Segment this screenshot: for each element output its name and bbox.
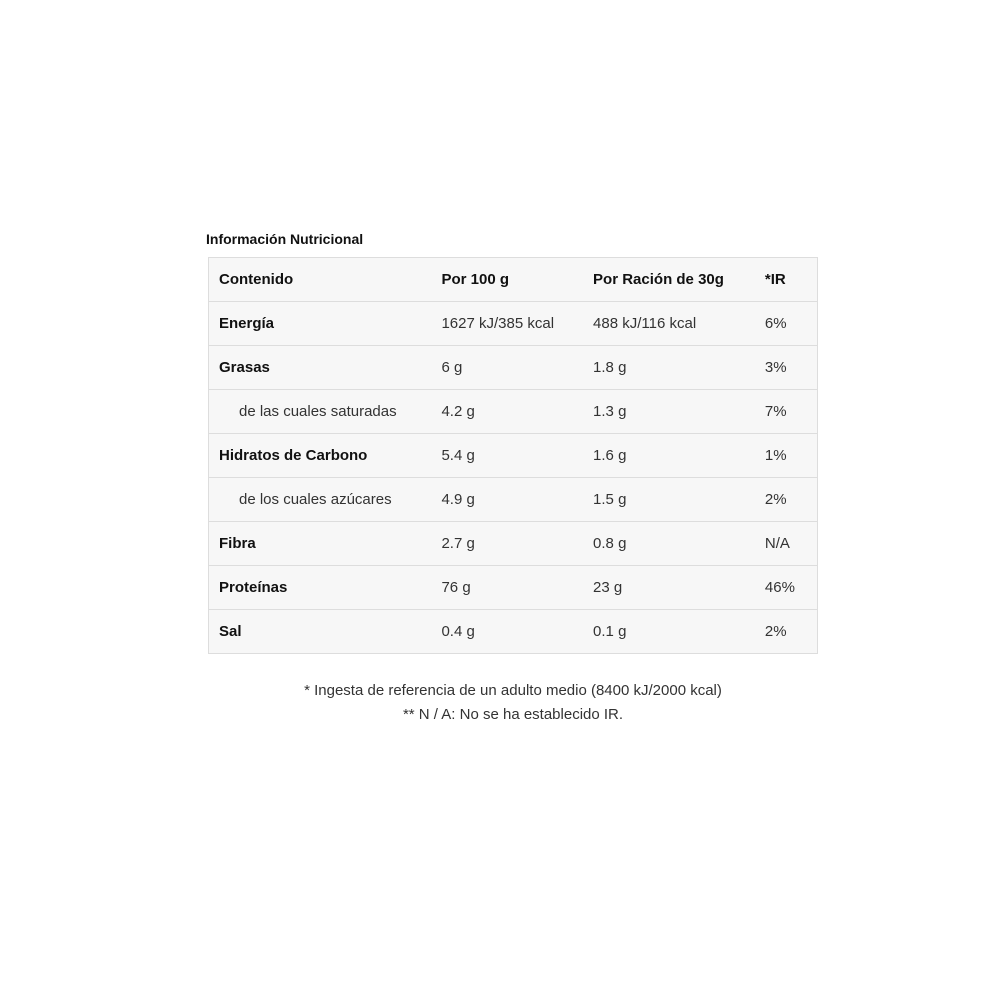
table-row xyxy=(209,478,818,522)
row-per-serving: 1.8 g xyxy=(583,346,755,390)
row-per-serving: 1.3 g xyxy=(583,390,755,434)
table-row xyxy=(209,566,818,610)
row-name: Proteínas xyxy=(209,566,432,610)
nutrition-title: Información Nutricional xyxy=(206,231,364,247)
footnotes xyxy=(208,679,818,727)
table-row xyxy=(209,390,818,434)
row-per-serving: 1.5 g xyxy=(583,478,755,522)
row-per-serving: 0.8 g xyxy=(583,522,755,566)
row-ir: 2% xyxy=(755,478,818,522)
row-ir: N/A xyxy=(755,522,818,566)
row-per-serving: 23 g xyxy=(583,566,755,610)
row-per-100g: 76 g xyxy=(431,566,583,610)
table-row xyxy=(209,610,818,654)
header-per-100g: Por 100 g xyxy=(431,258,583,302)
row-per-100g: 2.7 g xyxy=(431,522,583,566)
row-name: Grasas xyxy=(209,346,432,390)
row-name: Fibra xyxy=(209,522,432,566)
footnote-ir-reference: * Ingesta de referencia de un adulto medio (8400 kJ/2000 kcal) xyxy=(304,682,722,699)
table-row xyxy=(209,434,818,478)
table-row xyxy=(209,346,818,390)
table-row xyxy=(209,522,818,566)
header-ir: *IR xyxy=(755,258,818,302)
table-row xyxy=(209,302,818,346)
row-per-100g: 5.4 g xyxy=(431,434,583,478)
table-body xyxy=(209,302,818,654)
row-ir: 6% xyxy=(755,302,818,346)
row-ir: 46% xyxy=(755,566,818,610)
row-name-sub: de los cuales azúcares xyxy=(209,478,432,522)
row-per-serving: 1.6 g xyxy=(583,434,755,478)
row-ir: 1% xyxy=(755,434,818,478)
row-ir: 2% xyxy=(764,623,787,640)
footnote-na: ** N / A: No se ha establecido IR. xyxy=(402,706,624,723)
row-name-sub: de las cuales saturadas xyxy=(209,390,432,434)
table-header-row xyxy=(209,258,818,302)
row-per-100g: 6 g xyxy=(431,346,583,390)
row-per-100g: 4.2 g xyxy=(431,390,583,434)
row-per-100g: 4.9 g xyxy=(431,478,583,522)
row-per-100g: 0.4 g xyxy=(441,623,475,640)
nutrition-table xyxy=(208,257,818,654)
row-per-serving: 488 kJ/116 kcal xyxy=(583,302,755,346)
row-per-serving: 0.1 g xyxy=(593,623,627,640)
row-name: Energía xyxy=(209,302,432,346)
row-ir: 3% xyxy=(755,346,818,390)
row-per-100g: 1627 kJ/385 kcal xyxy=(431,302,583,346)
row-ir: 7% xyxy=(755,390,818,434)
row-name: Hidratos de Carbono xyxy=(209,434,432,478)
header-per-serving: Por Ración de 30g xyxy=(583,258,755,302)
row-name: Sal xyxy=(219,623,242,640)
header-contenido: Contenido xyxy=(209,258,432,302)
